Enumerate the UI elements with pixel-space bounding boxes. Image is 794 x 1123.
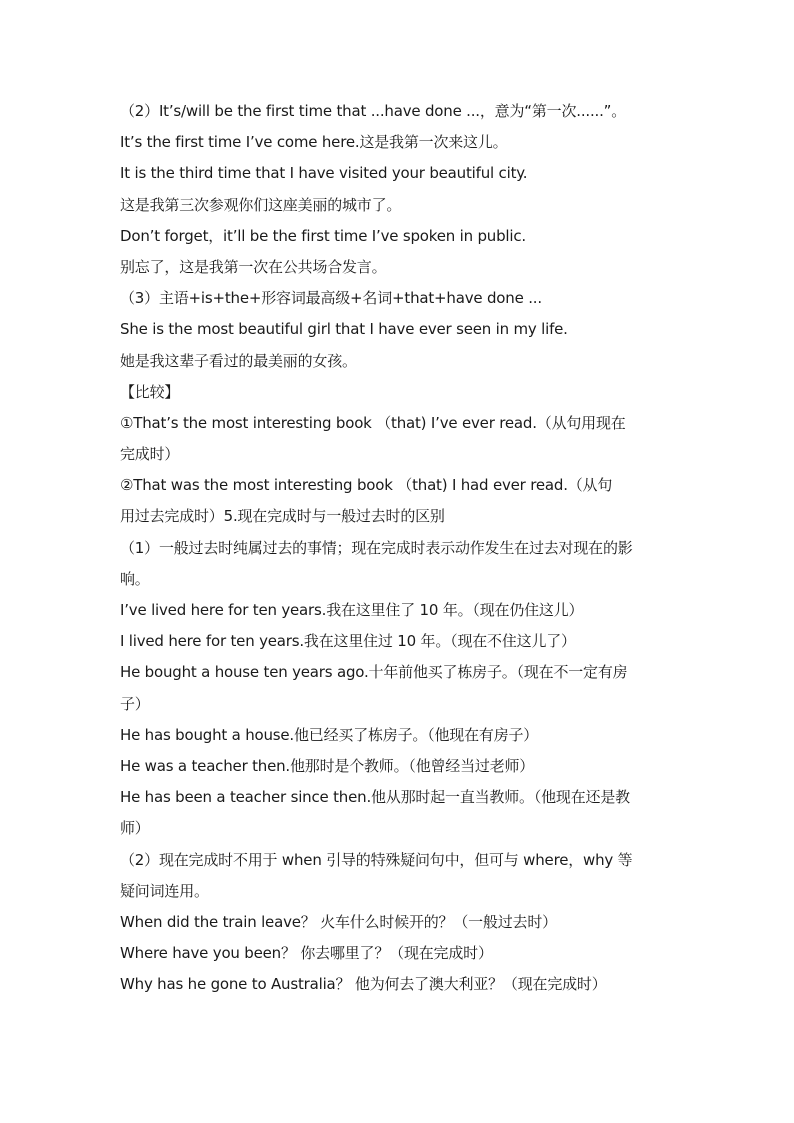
- text-line: I lived here for ten years.我在这里住过 10 年。（现在不住这儿了）: [120, 632, 576, 651]
- text-line: 用过去完成时）5.现在完成时与一般过去时的区别: [120, 507, 445, 526]
- document-body: [120, 96, 676, 1000]
- text-line: 师）: [120, 819, 150, 838]
- text-line: 疑问词连用。: [120, 881, 209, 900]
- text-line: 子）: [120, 694, 150, 713]
- text-line: 别忘了，这是我第一次在公共场合发言。: [120, 257, 387, 276]
- text-line: I’ve lived here for ten years.我在这里住了 10 年。（现在仍住这儿）: [120, 601, 584, 619]
- text-line: She is the most beautiful girl that I have ever seen in my life.: [120, 320, 568, 339]
- text-line: （3）主语+is+the+形容词最高级+名词+that+have done ...: [120, 289, 542, 308]
- text-line: Why has he gone to Australia？ 他为何去了澳大利亚？（现在完成时）: [120, 975, 607, 994]
- text-line: Where have you been？ 你去哪里了？（现在完成时）: [120, 944, 493, 963]
- text-line: It’s the first time I’ve come here.这是我第一次来这儿。: [120, 133, 508, 152]
- text-line: （1）一般过去时纯属过去的事情；现在完成时表示动作发生在过去对现在的影: [120, 538, 633, 557]
- section-heading: 【比较】: [120, 382, 180, 401]
- text-line: He has bought a house.他已经买了栋房子。（他现在有房子）: [120, 725, 539, 744]
- text-line: ①That’s the most interesting book （that) I’ve ever read.（从句用现在: [120, 413, 626, 432]
- text-line: When did the train leave？ 火车什么时候开的？（一般过去时）: [120, 912, 557, 931]
- text-line: He has been a teacher since then.他从那时起一直当教师。（他现在还是教: [120, 788, 630, 807]
- text-line: 这是我第三次参观你们这座美丽的城市了。: [120, 195, 402, 214]
- text-line: Don’t forget，it’ll be the first time I’ve spoken in public.: [120, 226, 526, 245]
- text-line: It is the third time that I have visited your beautiful city.: [120, 164, 528, 183]
- text-line: 完成时）: [120, 445, 180, 464]
- text-line: （2）现在完成时不用于 when 引导的特殊疑问句中，但可与 where，why 等: [120, 850, 633, 869]
- text-line: （2）It’s/will be the first time that ...have done ...，意为“第一次......”。: [120, 102, 627, 120]
- text-line: ②That was the most interesting book （that) I had ever read.（从句: [120, 476, 613, 495]
- text-line: He bought a house ten years ago.十年前他买了栋房子。（现在不一定有房: [120, 663, 628, 682]
- text-line: 她是我这辈子看过的最美丽的女孩。: [120, 351, 357, 370]
- text-line: 响。: [120, 569, 150, 588]
- text-line: He was a teacher then.他那时是个教师。（他曾经当过老师）: [120, 756, 535, 775]
